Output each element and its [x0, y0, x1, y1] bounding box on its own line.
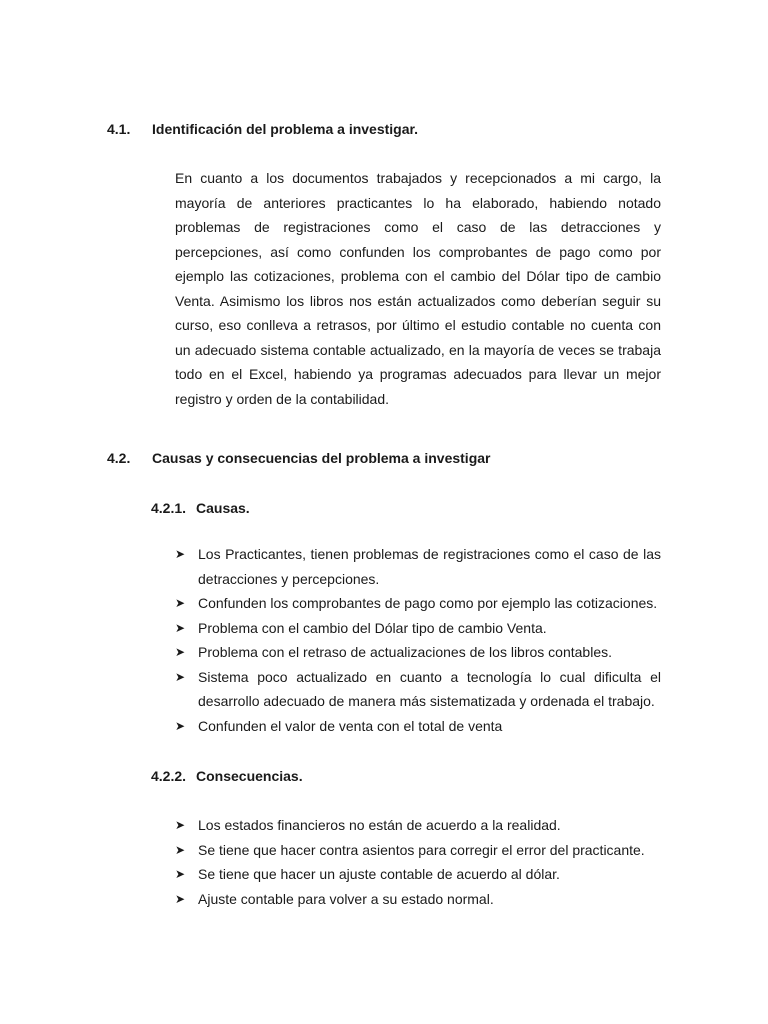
list-item [175, 714, 661, 739]
arrowhead-bullet-icon: ➤ [175, 891, 186, 906]
arrowhead-bullet-icon: ➤ [175, 842, 186, 857]
list-item-text: Los estados financieros no están de acuerdo a la realidad. [198, 817, 561, 833]
list-item-text: Problema con el retraso de actualizaciones de los libros contables. [198, 644, 613, 660]
subsection-number: 4.2.2. [151, 768, 187, 784]
list-item-text: Problema con el cambio del Dólar tipo de cambio Venta. [198, 619, 547, 636]
list-item-text: Sistema poco actualizado en cuanto a tecnología lo cual dificulta el desarrollo adecuado de manera más sistematizada y ordenada el trabajo. [198, 668, 661, 709]
list-item [175, 616, 661, 641]
arrowhead-bullet-icon: ➤ [175, 669, 186, 684]
subsection-heading-4-2-1 [151, 499, 651, 517]
causes-list [175, 542, 661, 738]
list-item [175, 813, 661, 838]
arrowhead-bullet-icon: ➤ [175, 718, 186, 733]
list-item-text: Confunden el valor de venta con el total de venta [198, 717, 503, 734]
arrowhead-bullet-icon: ➤ [175, 596, 186, 610]
arrowhead-bullet-icon: ➤ [175, 620, 186, 635]
list-item [175, 862, 661, 887]
list-item [175, 665, 661, 714]
subsection-heading-4-2-2 [151, 767, 651, 785]
list-item [175, 542, 661, 591]
arrowhead-bullet-icon: ➤ [175, 818, 186, 832]
section-heading-4-1 [107, 120, 667, 138]
section-title: Identificación del problema a investigar. [152, 121, 419, 137]
subsection-title: Consecuencias. [196, 768, 303, 784]
subsection-number: 4.2.1. [151, 500, 187, 516]
arrowhead-bullet-icon: ➤ [175, 867, 186, 881]
list-item-text: Se tiene que hacer contra asientos para corregir el error del practicante. [198, 841, 645, 858]
section-number: 4.2. [107, 450, 131, 466]
list-item-text: Confunden los comprobantes de pago como por ejemplo las cotizaciones. [198, 595, 658, 611]
list-item [175, 591, 661, 616]
list-item-text: Los Practicantes, tienen problemas de registraciones como el caso de las detracciones y percepciones. [198, 546, 661, 587]
section-heading-4-2 [107, 449, 667, 467]
subsection-title: Causas. [196, 500, 250, 516]
consequences-list [175, 813, 661, 911]
problem-paragraph: En cuanto a los documentos trabajados y recepcionados a mi cargo, la mayoría de anteriores practicantes lo ha elaborado, habiendo notado problemas de registraciones como el caso de las detracciones y percepciones, así como confunden los comprobantes de pago como por ejemplo las cotizaciones, problema con el cambio del Dólar tipo de cambio Venta. Asimismo los libros nos están actualizados como deberían seguir su curso, eso conlleva a retrasos, por último el estudio contable no cuenta con un adecuado sistema contable actualizado, en la mayoría de veces se trabaja todo en el Excel, habiendo ya programas adecuados para llevar un mejor registro y orden de la contabilidad. [175, 170, 661, 407]
arrowhead-bullet-icon: ➤ [175, 645, 186, 659]
list-item [175, 640, 661, 665]
list-item [175, 887, 661, 912]
list-item [175, 838, 661, 863]
list-item-text: Ajuste contable para volver a su estado normal. [198, 890, 494, 907]
section-title: Causas y consecuencias del problema a investigar [152, 450, 491, 466]
section-number: 4.1. [107, 121, 131, 137]
list-item-text: Se tiene que hacer un ajuste contable de acuerdo al dólar. [198, 866, 560, 882]
arrowhead-bullet-icon: ➤ [175, 547, 186, 561]
